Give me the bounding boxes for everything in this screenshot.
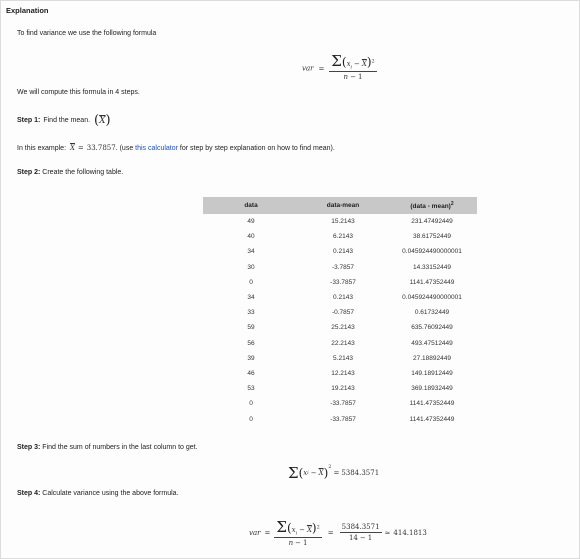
n-symbol: n [343,73,349,82]
squared-diff-cell: 369.18932449 [411,385,453,393]
sigma-symbol: Σ [276,518,287,536]
squared-diff-cell: 0.045924490000001 [402,248,462,256]
step1-example [17,144,335,152]
data-cell: 53 [247,385,255,393]
sum-value: 5384.3571 [341,469,380,477]
data-mean-cell: -0.7857 [331,309,355,317]
numeric-denominator [349,533,372,542]
table-row [203,275,477,290]
i-subscript: i [350,65,352,71]
steps-intro: We will compute this formula in 4 steps. [17,89,140,96]
xi-symbol: x [346,60,351,68]
table-row [203,396,477,411]
squared-diff-cell: 27.18892449 [413,354,451,362]
minus-sign: − [353,60,360,68]
col-header-squared [387,197,477,214]
use-prefix: . (use [115,145,136,152]
squared-diff-cell: 149.18912449 [411,369,453,377]
data-mean-cell: 0.2143 [333,248,353,256]
table-row [203,214,477,229]
squared-diff-cell: 0.61732449 [414,309,450,317]
var-label: var [302,64,314,73]
squared-diff-cell: 0.045924490000001 [402,294,462,302]
data-cell: 33 [247,309,255,317]
data-mean-cell: 12.2143 [331,369,355,377]
data-mean-cell: 15.2143 [331,218,355,226]
fraction-numerator: $\Sigma(x_i - \overline{X})^2$ [276,518,320,537]
approx-sign: ≈ [384,528,391,537]
squared-header-text: (data - mean) [410,203,451,211]
squared-diff-cell: 14.33152449 [413,263,451,271]
step2-text: Create the following table. [42,169,124,176]
data-cell: 40 [247,233,255,241]
step1-text: Find the mean. [43,117,91,124]
data-mean-cell: -33.7857 [330,278,356,286]
fraction-denominator [289,538,308,547]
data-cell: 30 [247,263,255,271]
table-row [203,381,477,396]
step4-heading [17,490,179,497]
final-variance-formula [249,518,427,547]
n-symbol: n [288,539,294,548]
table-row [203,320,477,335]
data-mean-cell: 0.2143 [333,294,353,302]
equals-sign: = [318,64,325,73]
squared-diff-cell: 231.47492449 [411,218,453,226]
equals-sign: = [327,528,334,537]
equals-sign: = [333,469,340,477]
data-mean-cell: 5.2143 [333,354,353,362]
xbar-symbol: $\overline{X}$ [361,60,367,68]
count-value: 14 [348,534,358,543]
numeric-numerator: 5384.3571 [341,523,380,532]
data-cell: 0 [249,415,253,423]
example-prefix: In this example: [17,145,67,152]
data-cell: 34 [247,248,255,256]
squared-diff-cell: 493.47512449 [411,339,453,347]
squared-diff-cell: 1141.47352449 [409,400,455,408]
deviation-table [203,197,477,427]
step4-text: Calculate variance using the above formula. [42,490,179,497]
i-subscript: i [307,470,309,476]
square-exponent: 2 [316,524,320,531]
mean-calculator-link[interactable]: this calculator [135,145,178,152]
table-row [203,366,477,381]
use-suffix: for step by step explanation on how to find mean). [177,145,335,152]
var-label: var [249,528,261,537]
table-body [203,214,477,427]
equals-sign: = [264,528,271,537]
numeric-fraction [340,523,382,542]
xi-symbol: x [303,469,308,477]
step4-label: Step 4: [17,490,41,497]
one-symbol: 1 [303,539,308,548]
data-mean-cell: 6.2143 [333,233,353,241]
mean-symbol: $\overline{X}$ [99,115,106,126]
square-exponent: 2 [371,58,375,65]
squared-diff-cell: 38.61752449 [413,233,451,241]
data-mean-cell: 25.2143 [331,324,355,332]
section-heading: Explanation [6,6,49,15]
xbar-symbol: $\overline{X}$ [69,144,75,152]
col-header-data: data [203,197,299,214]
table-row [203,411,477,426]
minus-sign: − [359,534,366,543]
squared-diff-cell: 1141.47352449 [409,278,455,286]
header-exponent: 2 [450,200,454,207]
data-cell: 59 [247,324,255,332]
one-symbol: 1 [357,73,363,82]
step1-heading: Step 1: Find the mean. ( $\overline{X}$ ) [17,113,111,128]
data-cell: 49 [247,218,255,226]
sigma-symbol: Σ [331,52,342,70]
sum-formula: Σ ( x i − $\overline{X}$ ) $^2$ = 5384.3571 [288,464,380,482]
col-header-data-mean: data-mean [299,197,387,214]
data-mean-cell: -33.7857 [330,415,356,423]
squared-diff-cell: 635.76092449 [411,324,453,332]
squared-diff-cell: 1141.47352449 [409,415,455,423]
data-cell: 0 [249,278,253,286]
data-cell: 34 [247,294,255,302]
step2-heading [17,169,123,176]
fraction-numerator: $\Sigma(x_i - \overline{X})^2$ [331,52,375,71]
data-cell: 56 [247,339,255,347]
variance-fraction [274,518,321,547]
step3-heading [17,444,198,451]
data-cell: 46 [247,369,255,377]
minus-sign: − [350,73,356,82]
data-cell: 0 [249,400,253,408]
intro-text: To find variance we use the following formula [17,30,157,37]
variance-result: 414.1813 [393,528,427,537]
i-subscript: i [295,531,298,537]
fraction-denominator [344,72,363,81]
xbar-symbol: $\overline{X}$ [306,526,312,534]
step1-label: Step 1: [17,117,41,124]
data-mean-cell: -33.7857 [330,400,356,408]
table-row [203,244,477,259]
square-exponent: 2 [328,464,332,470]
variance-formula [302,54,377,83]
mean-value: 33.7857 [86,144,116,152]
step3-label: Step 3: [17,444,41,451]
data-cell: 39 [247,354,255,362]
table-row [203,260,477,275]
table-row [203,229,477,244]
table-header-row [203,197,477,214]
one-symbol: 1 [367,534,373,543]
step2-label: Step 2: [17,169,41,176]
data-mean-cell: 22.2143 [331,339,355,347]
sigma-symbol: Σ [288,464,299,482]
table-row [203,336,477,351]
table-row [203,305,477,320]
equals-sign: = [77,144,84,152]
minus-sign: − [310,469,317,477]
xi-symbol: x [291,526,296,534]
table-row [203,290,477,305]
variance-fraction [329,52,376,81]
table-row [203,351,477,366]
data-mean-cell: -3.7857 [331,263,355,271]
data-mean-cell: 19.2143 [331,385,355,393]
xbar-symbol: $\overline{X}$ [318,469,324,477]
minus-sign: − [299,526,305,534]
step3-text: Find the sum of numbers in the last column to get. [42,444,198,451]
minus-sign: − [295,539,302,548]
